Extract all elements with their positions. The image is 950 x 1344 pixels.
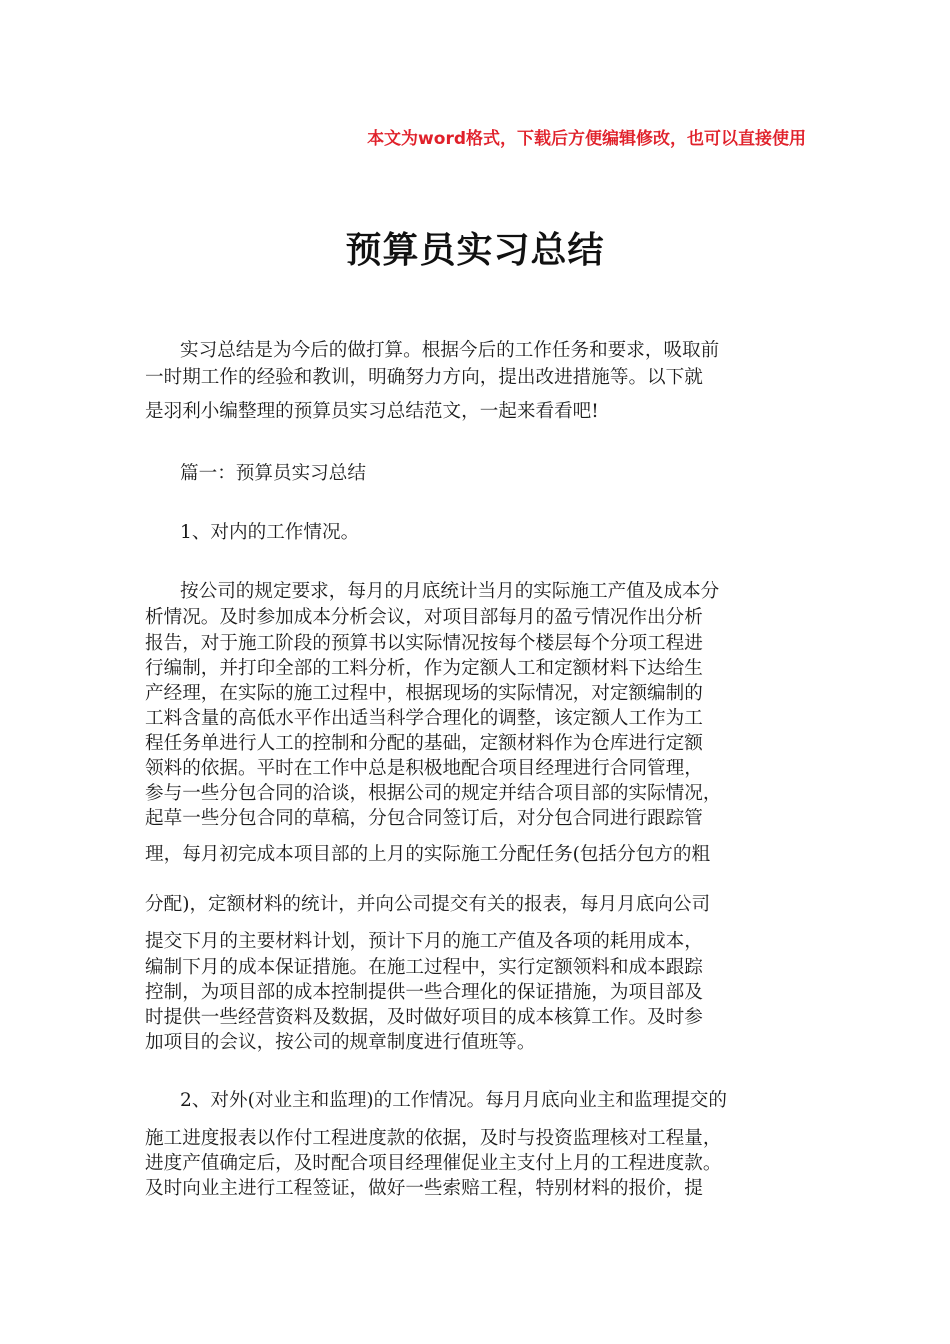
paragraph-line: 是羽利小编整理的预算员实习总结范文，一起来看看吧!	[145, 401, 599, 422]
paragraph-line: 加项目的会议，按公司的规章制度进行值班等。	[145, 1032, 536, 1053]
paragraph-line: 一时期工作的经验和教训，明确努力方向，提出改进措施等。以下就	[145, 367, 703, 388]
paragraph-line: 行编制，并打印全部的工料分析，作为定额人工和定额材料下达给生	[145, 658, 703, 679]
paragraph-line: 理，每月初完成本项目部的上月的实际施工分配任务(包括分包方的粗	[145, 844, 711, 865]
paragraph-line: 实习总结是为今后的做打算。根据今后的工作任务和要求，吸取前	[180, 340, 720, 361]
paragraph-line: 程任务单进行人工的控制和分配的基础，定额材料作为仓库进行定额	[145, 733, 703, 754]
subsection-heading: 1、对内的工作情况。	[180, 522, 360, 543]
paragraph-line: 进度产值确定后，及时配合项目经理催促业主支付上月的工程进度款。	[145, 1153, 722, 1174]
paragraph-line: 工料含量的高低水平作出适当科学合理化的调整，该定额人工作为工	[145, 708, 703, 729]
paragraph-line: 编制下月的成本保证措施。在施工过程中，实行定额领料和成本跟踪	[145, 957, 703, 978]
section-heading: 篇一：预算员实习总结	[180, 463, 366, 484]
paragraph-line: 产经理，在实际的施工过程中，根据现场的实际情况，对定额编制的	[145, 683, 703, 704]
paragraph-line: 参与一些分包合同的洽谈，根据公司的规定并结合项目部的实际情况，	[145, 783, 722, 804]
paragraph-line: 时提供一些经营资料及数据，及时做好项目的成本核算工作。及时参	[145, 1007, 703, 1028]
paragraph-line: 分配)，定额材料的统计，并向公司提交有关的报表，每月月底向公司	[145, 894, 711, 915]
paragraph-line: 提交下月的主要材料计划，预计下月的施工产值及各项的耗用成本，	[145, 931, 703, 952]
paragraph-line: 领料的依据。平时在工作中总是积极地配合项目经理进行合同管理，	[145, 758, 703, 779]
paragraph-line: 按公司的规定要求，每月的月底统计当月的实际施工产值及成本分	[180, 581, 720, 602]
paragraph-line: 析情况。及时参加成本分析会议，对项目部每月的盈亏情况作出分析	[145, 607, 703, 628]
paragraph-line: 报告，对于施工阶段的预算书以实际情况按每个楼层每个分项工程进	[145, 633, 703, 654]
format-notice: 本文为word格式，下载后方便编辑修改，也可以直接使用	[367, 129, 806, 149]
paragraph-line: 2、对外(对业主和监理)的工作情况。每月月底向业主和监理提交的	[180, 1090, 727, 1111]
paragraph-line: 起草一些分包合同的草稿，分包合同签订后，对分包合同进行跟踪管	[145, 808, 703, 829]
paragraph-line: 施工进度报表以作付工程进度款的依据，及时与投资监理核对工程量，	[145, 1128, 722, 1149]
paragraph-line: 及时向业主进行工程签证，做好一些索赔工程，特别材料的报价，提	[145, 1178, 703, 1199]
paragraph-line: 控制，为项目部的成本控制提供一些合理化的保证措施，为项目部及	[145, 982, 703, 1003]
document-title: 预算员实习总结	[345, 230, 605, 271]
